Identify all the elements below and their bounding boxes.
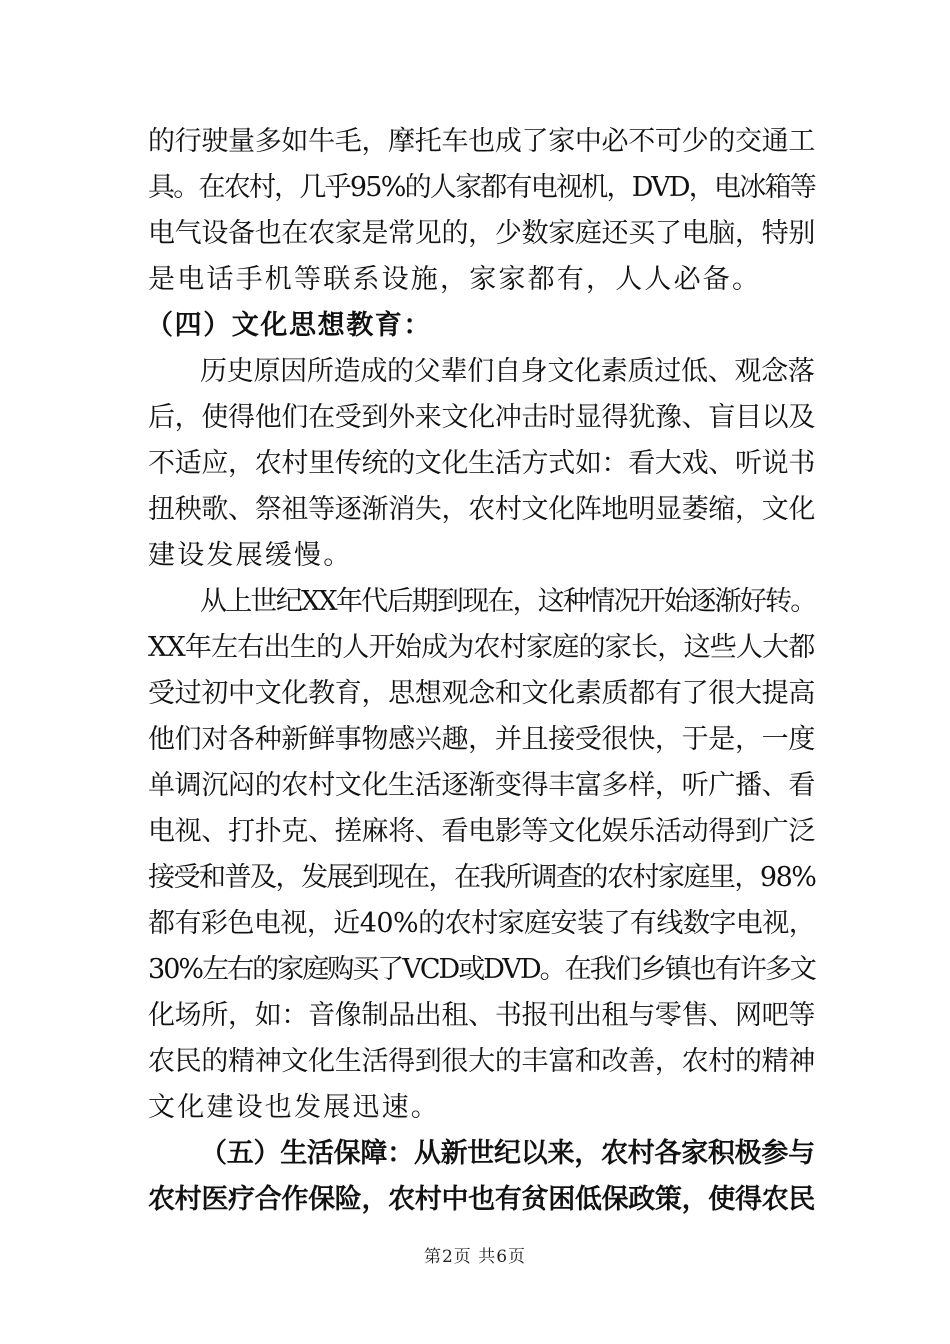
bold-text-line: 农村医疗合作保险，农村中也有贫困低保政策，使得农民 — [148, 1184, 815, 1215]
body-text-line: 具。在农村，几乎95%的人家都有电视机，DVD，电冰箱等 — [148, 172, 815, 203]
body-text-line: 文化建设也发展迅速。 — [148, 1092, 440, 1123]
body-text-line: 的行驶量多如牛毛，摩托车也成了家中必不可少的交通工 — [148, 126, 815, 157]
section-heading: （四）文化思想教育： — [146, 310, 432, 341]
body-text-line: 是电话手机等联系设施，家家都有，人人必备。 — [148, 264, 762, 295]
section-heading-paragraph: （五）生活保障：从新世纪以来，农村各家积极参与 — [200, 1138, 815, 1169]
body-text-line: 扭秧歌、祭祖等逐渐消失，农村文化阵地明显萎缩，文化 — [148, 494, 815, 525]
body-text-line: XX年左右出生的人开始成为农村家庭的家长，这些人大都 — [148, 632, 815, 663]
body-text-line: 都有彩色电视，近40%的农村家庭安装了有线数字电视， — [148, 908, 816, 939]
body-text-line: 建设发展缓慢。 — [148, 540, 353, 571]
body-text-line: 电气设备也在农家是常见的，少数家庭还买了电脑，特别 — [148, 218, 815, 249]
body-text-line: 单调沉闷的农村文化生活逐渐变得丰富多样，听广播、看 — [148, 770, 815, 801]
body-text-line: 30%左右的家庭购买了VCD或DVD。在我们乡镇也有许多文 — [148, 954, 815, 985]
paragraph-first-line: 历史原因所造成的父辈们自身文化素质过低、观念落 — [200, 356, 815, 387]
body-text-line: 化场所，如：音像制品出租、书报刊出租与零售、网吧等 — [148, 1000, 815, 1031]
body-text-line: 不适应，农村里传统的文化生活方式如：看大戏、听说书 — [148, 448, 815, 479]
body-text-line: 受过初中文化教育，思想观念和文化素质都有了很大提高 — [148, 678, 815, 709]
body-text-line: 后，使得他们在受到外来文化冲击时显得犹豫、盲目以及 — [148, 402, 815, 433]
paragraph-first-line: 从上世纪XX年代后期到现在，这种情况开始逐渐好转。 — [200, 586, 816, 617]
body-text-line: 电视、打扑克、搓麻将、看电影等文化娱乐活动得到广泛 — [148, 816, 815, 847]
page-number-footer: 第2页 共6页 — [423, 1247, 527, 1267]
body-text-line: 接受和普及，发展到现在，在我所调查的农村家庭里，98% — [148, 862, 816, 893]
body-text-line: 农民的精神文化生活得到很大的丰富和改善，农村的精神 — [148, 1046, 815, 1077]
body-text-line: 他们对各种新鲜事物感兴趣，并且接受很快，于是，一度 — [148, 724, 815, 755]
